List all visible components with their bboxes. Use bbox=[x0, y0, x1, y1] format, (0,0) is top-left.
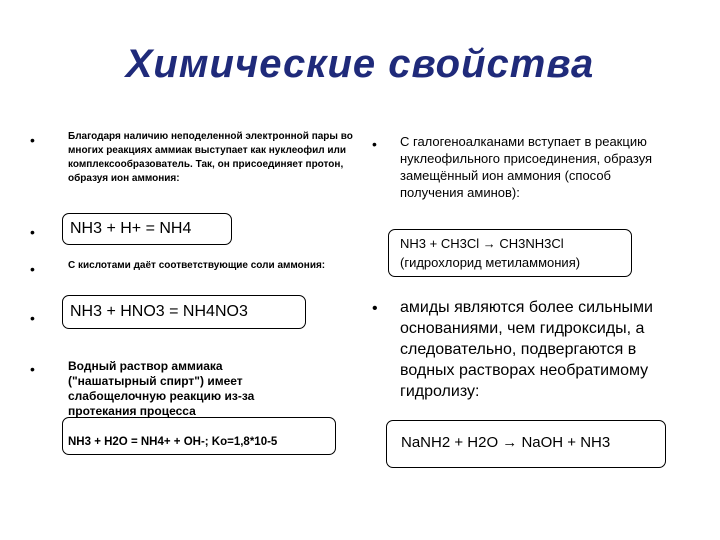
left-equation-1: NH3 + H+ = NH4 bbox=[70, 220, 192, 237]
left-paragraph-3: Водный раствор аммиака ("нашатырный спирт") имеет слабощелочную реакцию из-за протекания процесса bbox=[68, 359, 255, 418]
bullet-marker: • bbox=[30, 310, 35, 326]
right-equation-2: NaNH2 + H2O → NaOH + NH3 bbox=[401, 434, 611, 451]
bullet-marker: • bbox=[30, 361, 35, 377]
right-paragraph-1: С галогеноалканами вступает в реакцию нуклеофильного присоединения, образуя замещённый ион аммония (способ получения аминов): bbox=[400, 134, 653, 200]
bullet-marker: • bbox=[30, 261, 35, 277]
bullet-marker: • bbox=[372, 300, 378, 317]
left-equation-3: NH3 + H2O = NH4+ + OH-; Ko=1,8*10-5 bbox=[68, 436, 278, 448]
right-equation-1-line2: (гидрохлорид метиламмония) bbox=[400, 255, 581, 270]
bullet-marker: • bbox=[372, 136, 377, 152]
left-paragraph-2: С кислотами даёт соответствующие соли аммония: bbox=[68, 260, 326, 271]
right-equation-1-line1: NH3 + CH3Cl → CH3NH3Cl bbox=[400, 236, 564, 251]
left-equation-2: NH3 + HNO3 = NH4NO3 bbox=[70, 303, 248, 320]
bullet-marker: • bbox=[30, 132, 35, 148]
slide-title: Химические свойства bbox=[125, 42, 595, 86]
bullet-marker: • bbox=[30, 224, 35, 240]
right-paragraph-2: амиды являются более сильными основаниями, чем гидроксиды, а следовательно, подвергаются в водных растворах необратимому гидролизу: bbox=[400, 299, 653, 400]
left-paragraph-1: Благодаря наличию неподеленной электронной пары во многих реакциях аммиак выступает как нуклеофил или комплексообразователь. Так, он присоединяет протон, образуя ион аммония: bbox=[68, 131, 353, 184]
